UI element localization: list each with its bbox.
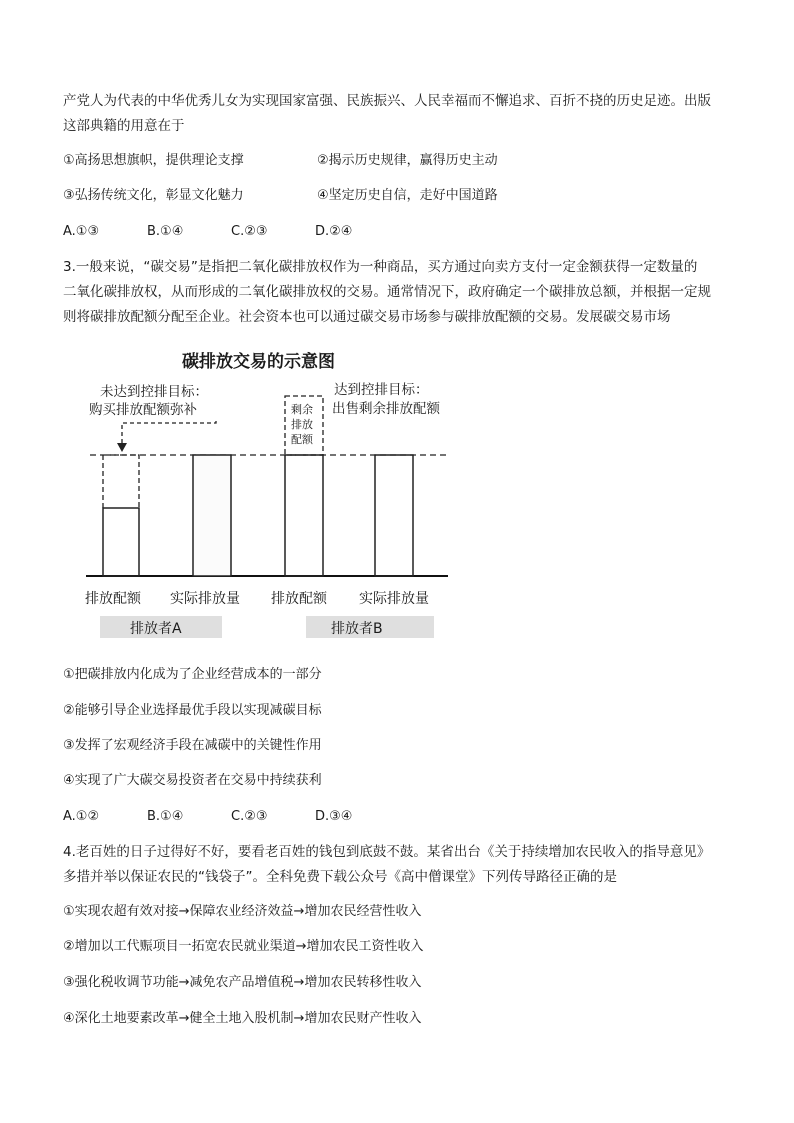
q3-choice-d: D.③④ <box>315 809 353 824</box>
right-note-line-1: 达到控排目标： <box>334 382 429 398</box>
q2-statement-1: ①高扬思想旗帜，提供理论支撑 <box>63 153 244 168</box>
q3-stem-line-1: 3.一般来说，“碳交易”是指把二氧化碳排放权作为一种商品，买方通过向卖方支付一定金额获得一定数量的 <box>63 259 698 275</box>
q4-statement-1: ①实现农超有效对接→保障农业经济效益→增加农民经营性收入 <box>63 904 422 919</box>
q2-stem-line-2: 这部典籍的用意在于 <box>63 118 185 134</box>
q2-statement-3: ③弘扬传统文化，彰显文化魅力 <box>63 188 244 203</box>
bar-label-b-actual: 实际排放量 <box>359 591 429 607</box>
bar-b-quota <box>285 455 323 576</box>
q2-statement-2: ②揭示历史规律，赢得历史主动 <box>317 153 498 168</box>
q4-statement-3: ③强化税收调节功能→减免农产品增值税→增加农民转移性收入 <box>63 975 422 990</box>
left-note-line-2: 购买排放配额弥补 <box>89 402 197 418</box>
bar-b-actual-emissions <box>375 455 413 576</box>
diagram-title: 碳排放交易的示意图 <box>182 352 335 372</box>
bar-label-a-actual: 实际排放量 <box>170 591 240 607</box>
bar-a-actual-emissions <box>193 455 231 576</box>
q3-statement-2: ②能够引导企业选择最优手段以实现减碳目标 <box>63 703 322 718</box>
q2-choice-d: D.②④ <box>315 224 353 239</box>
q3-stem-line-2: 二氧化碳排放权，从而形成的二氧化碳排放权的交易。通常情况下，政府确定一个碳排放总额，并根据一定规 <box>63 284 711 300</box>
q3-statement-4: ④实现了广大碳交易投资者在交易中持续获利 <box>63 773 322 788</box>
surplus-label-3: 配额 <box>291 433 313 446</box>
q2-statement-4: ④坚定历史自信，走好中国道路 <box>317 188 498 203</box>
q4-statement-2: ②增加以工代赈项目一拓宽农民就业渠道→增加农民工资性收入 <box>63 939 424 954</box>
q4-statement-4: ④深化土地要素改革→健全土地入股机制→增加农民财产性收入 <box>63 1011 422 1026</box>
q3-statement-1: ①把碳排放内化成为了企业经营成本的一部分 <box>63 667 322 682</box>
q3-choice-c: C.②③ <box>231 809 268 824</box>
surplus-label-1: 剩余 <box>291 403 313 416</box>
right-note-line-2: 出售剩余排放配额 <box>332 401 440 417</box>
surplus-label-2: 排放 <box>291 418 313 431</box>
q3-statement-3: ③发挥了宏观经济手段在减碳中的关键性作用 <box>63 738 322 753</box>
q4-stem-line-2: 多措并举以保证农民的“钱袋子”。全科免费下载公众号《高中僧课堂》下列传导路径正确的是 <box>63 869 617 885</box>
bar-label-b-quota: 排放配额 <box>271 591 327 607</box>
bar-a-purchased-quota <box>103 455 139 508</box>
q2-choice-a: A.①③ <box>63 224 100 239</box>
bar-a-quota <box>103 508 139 576</box>
purchase-arrowhead <box>117 443 127 452</box>
group-label-a: 排放者A <box>130 621 182 637</box>
q3-stem-line-3: 则将碳排放配额分配至企业。社会资本也可以通过碳交易市场参与碳排放配额的交易。发展碳交易市场 <box>63 309 671 325</box>
purchase-arrow-line <box>122 421 216 444</box>
q2-stem-line-1: 产党人为代表的中华优秀儿女为实现国家富强、民族振兴、人民幸福而不懈追求、百折不挠的历史足迹。出版 <box>63 93 711 109</box>
carbon-trading-diagram <box>82 344 462 644</box>
q4-stem-line-1: 4.老百姓的日子过得好不好，要看老百姓的钱包到底鼓不鼓。某省出台《关于持续增加农民收入的指导意见》 <box>63 844 711 860</box>
bar-label-a-quota: 排放配额 <box>85 591 141 607</box>
q2-choice-b: B.①④ <box>147 224 184 239</box>
q3-choice-a: A.①② <box>63 809 100 824</box>
q3-choice-b: B.①④ <box>147 809 184 824</box>
left-note-line-1: 未达到控排目标： <box>100 384 208 400</box>
q2-choice-c: C.②③ <box>231 224 268 239</box>
group-label-b: 排放者B <box>331 621 383 637</box>
